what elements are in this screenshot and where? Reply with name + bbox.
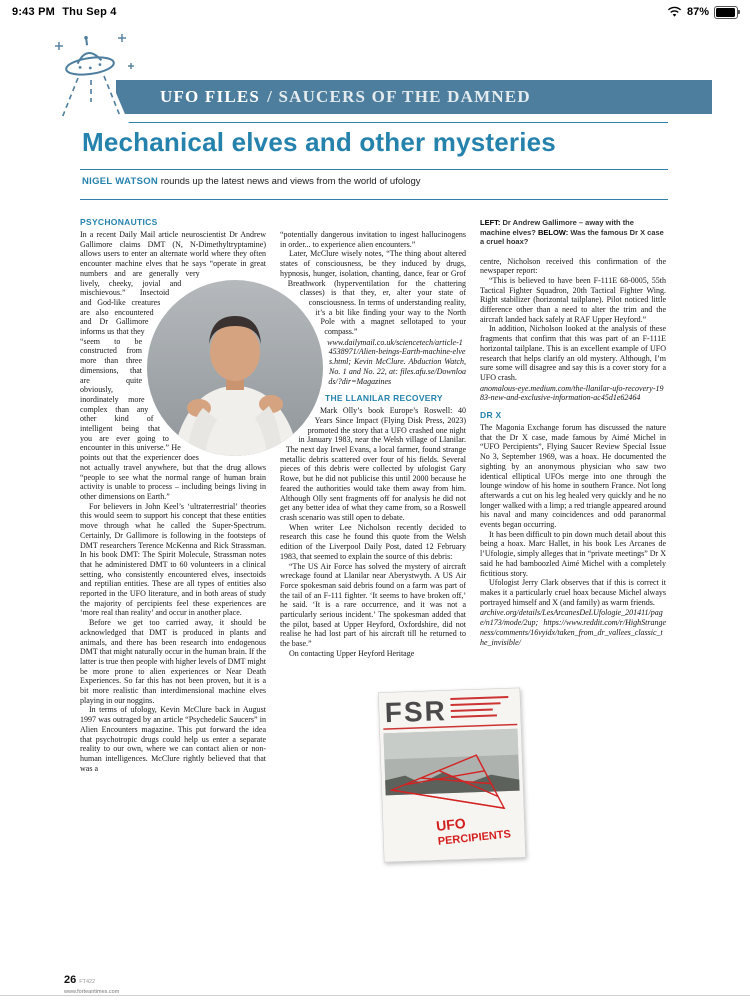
article-paragraph: “This is believed to have been F-111E 68-0005, 55th Tactical Fighter Squadron, 20th Tactical Fighter Wing. Right stabilizer (horizontal tailplane). Pilot noticed little difference other than a need to alter the trim and the aircraft landed back safely at RAF Upper Heyford.”: [480, 275, 666, 324]
byline-author: NIGEL WATSON: [82, 176, 159, 187]
article-paragraph: anomalous-eye.medium.com/the-llanilar-ufo-recovery-1983-new-and-exclusive-information-ac45d1e62464: [480, 383, 664, 403]
article-title: Mechanical elves and other mysteries: [82, 127, 556, 157]
caption-left-label: LEFT:: [480, 218, 501, 227]
article-paragraph: Before we get too carried away, it should be acknowledged that DMT is produced in plants and animals, and there has been research into endogenous DMT that might naturally occur in the human brain. If the latter is true then people with higher levels of DMT might be more prone to alien experiences or Near Death Experiences. So far this has not been proven, but it is a bit more realistic than interdimensional machine elves playing in our noggins.: [80, 618, 266, 705]
byline: [82, 176, 670, 187]
article-paragraph: “The US Air Force has solved the mystery of aircraft wreckage found at Llanilar near Aberystwyth. A US Air Force spokesman said debris found on a farm was part of the tail of an F-111 fighter. ‘It seems to have broken off,’ he said. ‘It is a rare occurrence, and it was not a particularly serious incident.’ The spokesman added that the pilot, based at Upper Heyford, Oxfordshire, did not realise he had lost part of his aircraft till he returned to the base.”: [280, 561, 466, 649]
article-paragraph: In addition, Nicholson looked at the analysis of these fragments that confirm that this was part of an F-111E horizontal tailplane. This is an excellent example of UFO research that helps clarify an old mystery. Although, I’m sure some will disagree and say this is a cover story for a UFO crash.: [480, 324, 666, 382]
magazine-page[interactable]: [0, 24, 750, 1000]
article-paragraph: In a recent Daily Mail article neuroscientist Dr Andrew Gallimore claims DMT (N, N-Dimethyltryptamine) allows users to enter an alternate world where they often encounter machine elves that he says “operate in great numbers and are generally very lively, cheeky, jovial and mischievous.” Insectoid and God-like creatures are also encountered and Dr Gallimore informs us that they “seem to be constructed from more than three dimensions, that are quite obviously, inordinately more complex than any other kind of intelligent being that you are ever going to encounter in this universe.” He points out that the experiencer does not actually travel anywhere, but that the drug allows “people to see what the normal range of human brain activity is unable to process – including beings living in other dimensions on Earth.”: [80, 230, 266, 501]
section-heading: DR X: [480, 410, 502, 421]
caption-below-text: Was the famous Dr X case a cruel hoax?: [480, 227, 664, 246]
article-paragraph: centre, Nicholson received this confirmation of the newspaper report:: [480, 256, 666, 276]
svg-text:FSR: FSR: [384, 695, 448, 729]
status-date: Thu Sep 4: [62, 6, 117, 18]
battery-percent: 87%: [686, 6, 709, 18]
divider-top: [80, 122, 668, 123]
cover-overlay-percipients: PERCIPIENTS: [437, 828, 512, 848]
caption-below-label: BELOW:: [537, 227, 569, 237]
byline-text: rounds up the latest news and views from the world of ufology: [158, 176, 421, 187]
article-paragraph: “potentially dangerous invitation to ingest hallucinogens in order... to experience alien encounters.”: [280, 230, 466, 249]
page-footer: [64, 970, 119, 995]
section-banner: [116, 80, 712, 114]
issue-number: FT422: [79, 979, 96, 985]
wifi-icon: [667, 6, 682, 18]
banner-series-title: UFO FILES: [160, 87, 261, 106]
photo-caption: [480, 218, 666, 247]
battery-icon: [714, 6, 738, 19]
portrait-illustration: [147, 280, 323, 456]
caption-left-text: Dr Andrew Gallimore – away with the machine elves?: [480, 218, 634, 237]
section-heading: THE LLANILAR RECOVERY: [324, 393, 443, 404]
article-paragraph: www.dailymail.co.uk/sciencetech/article-14538971/Alien-beings-Earth-machine-elves.html; Kevin McClure. Abduction Watch, No. 1 and No. 22, at: files.afu.se/Downloads/?dir=Magazines: [327, 337, 466, 386]
ufo-icon: [42, 28, 140, 126]
divider-bottom: [80, 199, 668, 200]
status-time: 9:43 PM: [12, 6, 55, 18]
article-paragraph: When writer Lee Nicholson recently decided to research this case he found this quote from the Welsh edition of the Liverpool Daily Post, dated 12 February 1983, that seemed to explain the source of this debris:: [280, 522, 466, 561]
article-paragraph: Later, McClure wisely notes, “The thing about altered states of consciousness, be they induced by drugs, hypnosis, hunger, isolation, chanting, dance, fear or Grof Breathwork (hyperventilation for the chattering classes) is that they, er, alter your state of consciousness. In terms of understanding reality, it’s a bit like finding your way to the North Pole with a magnet sellotaped to your compass.”: [280, 249, 466, 337]
banner-subtitle: / SAUCERS OF THE DAMNED: [267, 87, 531, 106]
article-paragraph: For believers in John Keel’s ‘ultraterrestrial’ theories this would seem to support his concept that these entities move through what he called the Super-Spectrum. Certainly, Dr Gallimore is following in the footsteps of DMT researchers Terence McKenna and Rick Strassman. In his book DMT: The Spirit Molecule, Strassman notes that he administered DMT to 60 volunteers in a clinical setting, who consistently encountered elves, insectoids and reptilian entities. These are all types of entities also reported in the UFO literature, and in both areas of study the majority of percipients feel these experiences are ‘more real than reality’ and occur in another place.: [80, 501, 266, 618]
divider-mid: [80, 169, 668, 170]
fsr-cover-illustration: [378, 688, 526, 863]
article-paragraph: Mark Olly’s book Europe’s Roswell: 40 Years Since Impact (Flying Disk Press, 2023) promoted the story that a UFO crashed one night in January 1983, near the Welsh village of Llanilar. The next day Irwel Evans, a local farmer, found strange metallic debris scattered over four of his fields. Several pieces of this debris were collected by ufologist Gary Rowe, but he did not publicise this until 2000 because he feared the authorities would take them away from him. Although Olly sent fragments off for analysis he did not get any better idea of what they came from, so a Roswell crash scenario was still open to debate.: [280, 406, 466, 522]
fsr-magazine-cover: [378, 688, 526, 863]
status-right: [667, 6, 738, 19]
article-paragraph: It has been difficult to pin down much detail about this being a hoax. Marc Hallet, in his book Les Arcanes de l’Ufologie, simply alleges that in “private meetings” Dr X said he had bamboozled Aimé Michel with a completely fictitious story.: [480, 529, 666, 578]
status-left: [12, 6, 117, 18]
portrait-photo: [147, 280, 323, 456]
article-paragraph: Ufologist Jerry Clark observes that if this is correct it makes it a particularly cruel hoax because Michel always portrayed himself and X (and family) as warm friends.: [480, 578, 666, 607]
section-heading: PSYCHONAUTICS: [80, 217, 158, 227]
page-bottom-edge: [0, 995, 750, 996]
status-bar: [0, 0, 750, 24]
page-number: 26: [64, 974, 77, 986]
article-paragraph: On contacting Upper Heyford Heritage: [289, 648, 415, 658]
battery-tip: [738, 10, 740, 14]
article-paragraph: archive.org/details/LesArcanesDeLUfologie_201411/page/n173/mode/2up; https://www.reddit.com/r/HighStrangeness/comments/16vyidx/taken_from_dr_vallees_classic_the_invisible/: [480, 608, 666, 647]
website-url: www.forteantimes.com: [64, 989, 120, 995]
battery-fill: [716, 8, 735, 17]
cover-overlay-ufo: UFO: [435, 814, 467, 834]
article-paragraph: The Magonia Exchange forum has discussed the nature that the Dr X case, made famous by Aimé Michel in “UFO Percipients”, Flying Saucer Review Special Issue No 3, September 1969, was a hoax. He documented the sighting by an anonymous physician who saw two identical elliptical UFOs merge into one through the lounge window of his home in southern France. Not long afterwards a cut on his leg healed very quickly and he no longer walked with a limp; a red triangle appeared around his naval and many coincidences and odd paranormal events began occurring.: [480, 423, 666, 530]
article-paragraph: In terms of ufology, Kevin McClure back in August 1997 was outraged by an article “Psychedelic Saucers” in Alien Encounters magazine. This put forward the idea that psychotropic drugs could help us enter a separate reality to our own, where we can contact alien or non-human intelligences. McClure rightly believed that that was a: [80, 705, 266, 773]
